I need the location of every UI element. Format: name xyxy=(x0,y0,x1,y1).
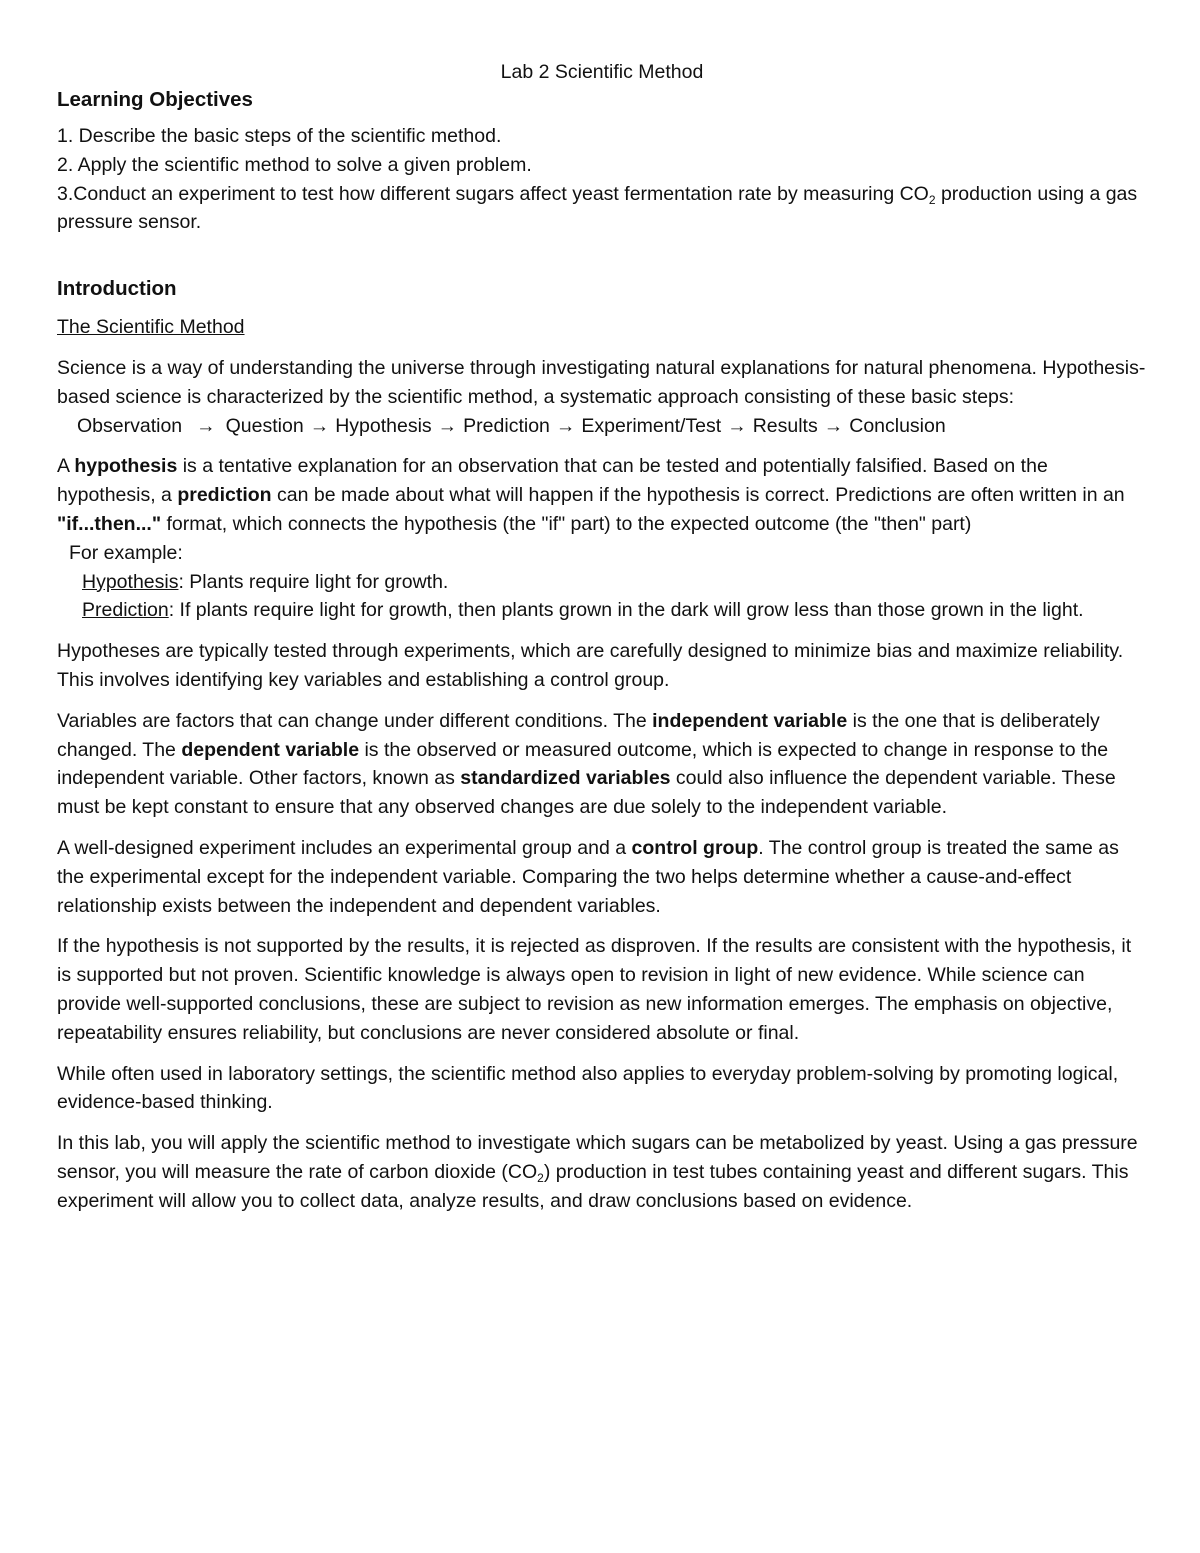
text-run: is a tentative explanation for an observation that can be tested and potentially falsified. Based on the hypothesis, a xyxy=(57,455,1048,507)
lab-overview-paragraph xyxy=(57,1129,1147,1215)
step-conclusion: Conclusion xyxy=(849,414,946,437)
term-prediction: prediction xyxy=(177,484,272,507)
step-results: Results xyxy=(752,414,818,437)
text-run: . The control group is treated the same as the experimental except for the independent variable. Comparing the two helps determine whether a cause-and-effect relationship exists between the independent and dependent variables. xyxy=(57,836,1119,917)
right-arrow-icon: → xyxy=(309,414,330,437)
hypothesis-label: Hypothesis xyxy=(82,570,179,593)
text-run: A well-designed experiment includes an experimental group and a xyxy=(57,836,632,859)
right-arrow-icon: → xyxy=(196,414,216,437)
scientific-method-subheading: The Scientific Method xyxy=(57,316,245,339)
hypothesis-paragraph xyxy=(57,452,1147,538)
text-run: ) production in test tubes containing yeast and different sugars. This experiment will allow you to collect data, analyze results, and draw conclusions based on evidence. xyxy=(57,1160,1129,1212)
step-hypothesis: Hypothesis xyxy=(335,414,432,437)
text-run: is the observed or measured outcome, which is expected to change in response to the independent variable. Other factors, known as xyxy=(57,738,1109,790)
term-standardized-variables: standardized variables xyxy=(460,767,671,790)
co2-subscript: 2 xyxy=(537,1170,544,1185)
learning-objectives-heading: Learning Objectives xyxy=(57,88,253,111)
right-arrow-icon: → xyxy=(555,414,576,437)
prediction-label: Prediction xyxy=(82,599,169,622)
term-hypothesis: hypothesis xyxy=(74,455,178,478)
intro-paragraph-1: Science is a way of understanding the universe through investigating natural explanations for natural phenomena. Hypothesis-based science is characterized by the scientific method, a systematic approach consisting of these basic steps: xyxy=(57,356,1146,408)
document-page xyxy=(57,58,1147,1216)
step-experiment: Experiment/Test xyxy=(581,414,722,437)
term-independent-variable: independent variable xyxy=(652,709,848,732)
objective-item-1: 1. Describe the basic steps of the scientific method. xyxy=(57,125,502,147)
objective-item-3 xyxy=(57,180,1147,238)
text-run: A xyxy=(57,455,75,478)
right-arrow-icon: → xyxy=(437,414,458,437)
objective-item-2: 2. Apply the scientific method to solve a given problem. xyxy=(57,153,532,176)
objectives-list xyxy=(57,122,1147,237)
experiments-paragraph: Hypotheses are typically tested through experiments, which are carefully designed to minimize bias and maximize reliability. This involves identifying key variables and establishing a control group. xyxy=(57,640,1124,691)
text-run: Variables are factors that can change under different conditions. The xyxy=(57,709,653,732)
hypothesis-text: : Plants require light for growth. xyxy=(178,570,449,593)
control-group-paragraph xyxy=(57,834,1147,920)
right-arrow-icon: → xyxy=(823,414,844,437)
co2-subscript: 2 xyxy=(928,192,936,207)
right-arrow-icon: → xyxy=(727,414,747,437)
results-paragraph: If the hypothesis is not supported by the results, it is rejected as disproven. If the results are consistent with the hypothesis, it is supported but not proven. Scientific knowledge is always open to revision in light of new evidence. While science can provide well-supported conclusions, these are subject to revision as new information emerges. The emphasis on objective, repeatability ensures reliability, but conclusions are never considered absolute or final. xyxy=(57,935,1132,1044)
term-control-group: control group xyxy=(631,836,759,859)
prediction-text: : If plants require light for growth, then plants grown in the dark will grow less than those grown in the light. xyxy=(168,599,1084,622)
text-run: could also influence the dependent variable. These must be kept constant to ensure that any observed changes are due solely to the independent variable. xyxy=(57,767,1116,819)
text-run: In this lab, you will apply the scientific method to investigate which sugars can be metabolized by yeast. Using a gas pressure sensor, you will measure the rate of carbon dioxide (CO xyxy=(57,1132,1138,1183)
example-intro: For example: xyxy=(69,541,183,564)
variables-paragraph xyxy=(57,707,1147,822)
step-observation: Observation xyxy=(77,414,183,437)
term-if-then: "if...then..." xyxy=(57,512,162,535)
step-prediction: Prediction xyxy=(463,414,550,437)
example-prediction xyxy=(82,596,1147,625)
text-run: can be made about what will happen if the hypothesis is correct. Predictions are often written in an xyxy=(271,484,1125,507)
everyday-paragraph: While often used in laboratory settings, the scientific method also applies to everyday problem-solving by promoting logical, evidence-based thinking. xyxy=(57,1062,1119,1114)
step-question: Question xyxy=(225,414,304,437)
method-steps-flow xyxy=(77,412,1147,441)
document-title: Lab 2 Scientific Method xyxy=(500,61,704,83)
term-dependent-variable: dependent variable xyxy=(181,738,360,761)
introduction-heading: Introduction xyxy=(57,277,177,301)
objective-item-3-text: 3.Conduct an experiment to test how different sugars affect yeast fermentation rate by measuring CO xyxy=(57,182,929,205)
text-run: format, which connects the hypothesis (the "if" part) to the expected outcome (the "then" part) xyxy=(161,512,972,535)
example-hypothesis xyxy=(82,568,1147,597)
objective-item-3-continued: production using a gas pressure sensor. xyxy=(57,182,1138,234)
text-run: is the one that is deliberately changed. The xyxy=(57,709,1100,761)
